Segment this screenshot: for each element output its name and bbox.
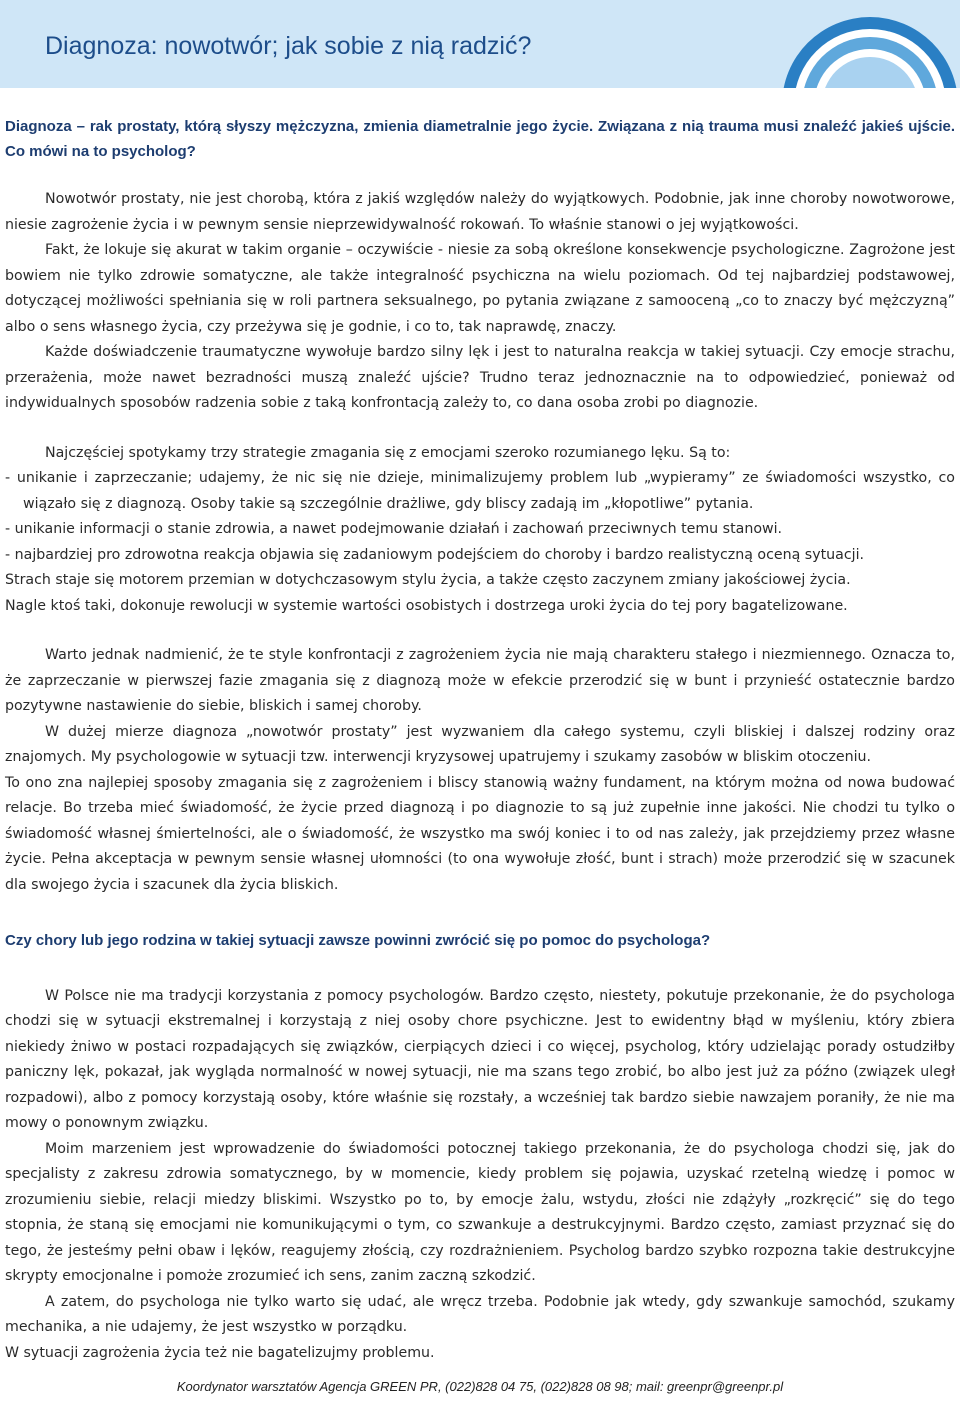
paragraph: Nowotwór prostaty, nie jest chorobą, która z jakiś względów należy do wyjątkowych. Podobnie, jak inne choroby nowotworowe, niesie zagrożenie życia i w pewnym sensie nieprzewidywalność rokowań. To właśnie stanowi o jej wyjątkowości. [5,191,955,233]
list-item: - najbardziej pro zdrowotna reakcja objawia się zadaniowym podejściem do choroby i bardzo realistyczną oceną sytuacji. [5,546,865,563]
list-item: - unikanie i zaprzeczanie; udajemy, że nic się nie dzieje, minimalizujemy problem lub „wypieramy” ze świadomości wszystko, co wiązało się z diagnozą. Osoby takie są szczególnie drażliwe, gdy bliscy zadają im „kłopotliwe” pytania. [5,470,955,512]
concentric-arcs-logo-icon [780,0,960,88]
list-item: - unikanie informacji o stanie zdrowia, a nawet podejmowanie działań i zachowań przeciwnych temu stanowi. [5,521,783,537]
footer-contact: Koordynator warsztatów Agencja GREEN PR, (022)828 04 75, (022)828 08 98; mail: greenpr@greenpr.pl [176,1379,784,1394]
paragraph: To ono zna najlepiej sposoby zmagania się z zagrożeniem i bliscy stanowią ważny fundament, na którym można od nowa budować relacje. Bo trzeba mieć świadomość, że życie przed diagnozą i po diagnozie to są już zupełnie inne jakości. Nie chodzi tu tylko o świadomość własnej śmiertelności, ale o świadomość, że wszystko ma swój koniec i to od nas zależy, jak przejdziemy przez własne życie. Pełna akceptacja w pewnym sensie własnej ułomności (to ona wywołuje złość, bunt i strach) może przerodzić się w szacunek dla swojego życia i szacunek dla życia bliskich. [5,774,955,893]
paragraph: Każde doświadczenie traumatyczne wywołuje bardzo silny lęk i jest to naturalna reakcja w takiej sytuacji. Czy emocje strachu, przerażenia, może nawet bezradności muszą znaleźć ujście? Trudno teraz jednoznacznie na to odpowiedzieć, ponieważ od indywidualnych sposobów radzenia sobie z taką konfrontacją zależy to, co dana osoba zrobi po diagnozie. [5,344,955,411]
article-body [5,114,955,1366]
paragraph: W sytuacji zagrożenia życia też nie bagatelizujmy problemu. [5,1344,435,1361]
page-title: Diagnoza: nowotwór; jak sobie z nią radzić? [45,32,532,60]
paragraph: W Polsce nie ma tradycji korzystania z pomocy psychologów. Bardzo często, niestety, pokutuje przekonanie, że do psychologa chodzi się w sytuacji ekstremalnej i korzystają z niej osoby chore psychiczne. Jest to ewidentny błąd w myśleniu, który zbiera niekiedy żniwo w postaci rozpadających się związków, cierpiących dzieci i co więcej, psycholog, który udzielając porady ostudziłby paniczny lęk, pokazał, jak wygląda normalność w nowej sytuacji, nie ma szans tego zrobić, bo albo jest już za późno (związek uległ rozpadowi), albo z pomocy korzystają osoby, które właśnie się rozstały, a wcześniej tak bardzo siebie nawzajem poraniły, że nie ma mowy o ponownym związku. [5,987,955,1131]
paragraph: A zatem, do psychologa nie tylko warto się udać, ale wręcz trzeba. Podobnie jak wtedy, gdy szwankuje samochód, szukamy mechanika, a nie udajemy, że jest wszystko w porządku. [5,1293,955,1335]
paragraph: Warto jednak nadmienić, że te style konfrontacji z zagrożeniem życia nie mają charakteru stałego i niezmiennego. Oznacza to, że zaprzeczanie w pierwszej fazie zmagania się z diagnozą może w efekcie przerodzić się w bunt i przynieść ostatecznie bardzo pozytywne nastawienie do siebie, bliskich i samej choroby. [5,647,955,714]
section-question: Czy chory lub jego rodzina w takiej sytuacji zawsze powinni zwrócić się po pomoc do psychologa? [5,932,711,949]
paragraph: Strach staje się motorem przemian w dotychczasowym stylu życia, a także często zaczynem zmiany jakościowej życia. [5,572,851,588]
paragraph: Moim marzeniem jest wprowadzenie do świadomości potocznej takiego przekonania, że do psychologa chodzi się, jak do specjalisty z zakresu zdrowia somatycznego, by w momencie, kiedy problem się pojawia, uzyskać rzetelną wiedzę i pomoc w zrozumieniu siebie, relacji miedzy bliskimi. Wszystko po to, by emocje żalu, wstydu, złości nie zdążyły „rozkręcić” się do tego stopnia, że staną się emocjami nie komunikującymi o tym, co szwankuje a destrukcyjnymi. Bardzo często, zamiast przyznać się do tego, że jesteśmy pełni obaw i lęków, reagujemy złością, czy rozdrażnieniem. Psycholog bardzo szybko rozpozna takie destrukcyjne skrypty emocjonalne i pomoże zrozumieć ich sens, zanim zaczną szkodzić. [5,1140,955,1284]
header-banner [0,0,960,88]
paragraph: Fakt, że lokuje się akurat w takim organie – oczywiście - niesie za sobą określone konsekwencje psychologiczne. Zagrożone jest bowiem nie tylko zdrowie somatyczne, ale także integralność psychiczna na wielu poziomach. Od tej najbardziej podstawowej, dotyczącej możliwości spełniania się w roli partnera seksualnego, po pytania związane z samooceną „co to znaczy być mężczyzną” albo o sens własnego życia, czy przeżywa się je godnie, i co to, tak naprawdę, znaczy. [5,242,955,335]
paragraph: Nagle ktoś taki, dokonuje rewolucji w systemie wartości osobistych i dostrzega uroki życia do tej pory bagatelizowane. [5,597,848,614]
article-lead: Diagnoza – rak prostaty, którą słyszy mężczyzna, zmienia diametralnie jego życie. Związana z nią trauma musi znaleźć jakieś ujście. Co mówi na to psycholog? [5,118,955,160]
paragraph: W dużej mierze diagnoza „nowotwór prostaty” jest wyzwaniem dla całego systemu, czyli bliskiej i dalszej rodziny oraz znajomych. My psychologowie w sytuacji tzw. interwencji kryzysowej upatrujemy i szukamy zasobów w bliskim otoczeniu. [5,723,955,765]
paragraph: Najczęściej spotykamy trzy strategie zmagania się z emocjami szeroko rozumianego lęku. Są to: [45,444,731,461]
